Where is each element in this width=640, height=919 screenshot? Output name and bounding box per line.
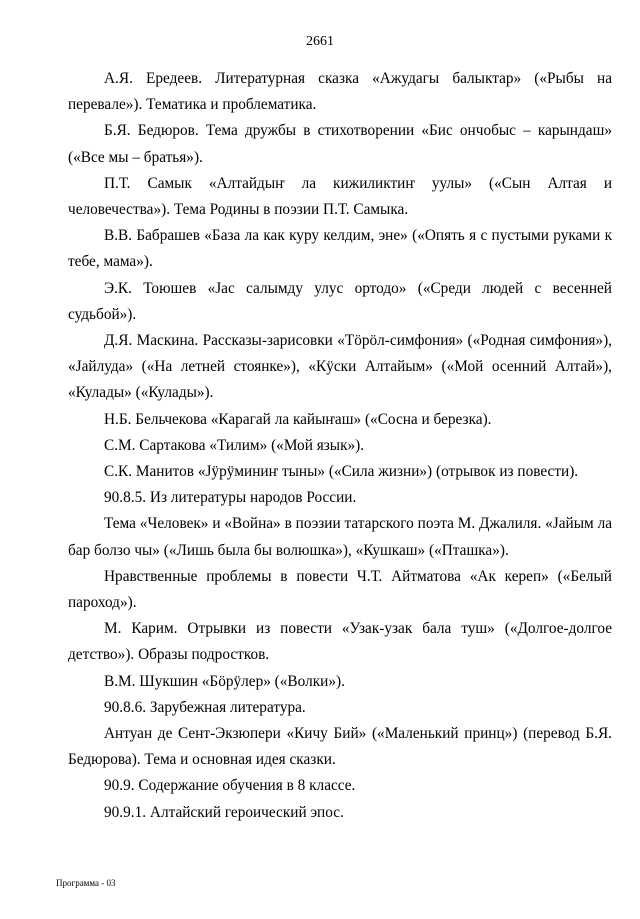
paragraph-eredeev: А.Я. Ередеев. Литературная сказка «Ажудагы балыктар» («Рыбы на перевале»). Тематика и проблематика. bbox=[68, 70, 612, 114]
section-heading-90-9: 90.9. Содержание обучения в 8 классе. bbox=[104, 777, 356, 795]
paragraph-dzhalil: Тема «Человек» и «Война» в поэзии татарского поэта М. Джалиля. «Јайым ла бар болзо чы» («Лишь была бы волюшка»), «Кушкаш» («Пташка»). bbox=[68, 515, 612, 559]
paragraph-sartakova: С.М. Сартакова «Тилим» («Мой язык»). bbox=[104, 436, 365, 454]
paragraph-samyk: П.Т. Самык «Алтайдыҥ ла кижиликтиҥ уулы» («Сын Алтая и человечества»). Тема Родины в поэзии П.Т. Самыка. bbox=[68, 174, 612, 219]
section-heading-90-8-5: 90.8.5. Из литературы народов России. bbox=[104, 489, 357, 507]
page-footer: Программа - 03 bbox=[56, 878, 116, 888]
document-body bbox=[68, 66, 612, 826]
paragraph-maskina: Д.Я. Маскина. Рассказы-зарисовки «Тӧрӧл-симфония» («Родная симфония»), «Јайлуда» («На летней стоянке»), «Кÿски Алтайым» («Мой осенний Алтай»), «Кулады» («Кулады»). bbox=[68, 332, 612, 402]
paragraph-aitmatov: Нравственные проблемы в повести Ч.Т. Айтматова «Ак кереп» («Белый пароход»). bbox=[68, 567, 612, 612]
section-heading-90-8-6: 90.8.6. Зарубежная литература. bbox=[104, 698, 306, 716]
paragraph-karim: М. Карим. Отрывки из повести «Узак-узак бала туш» («Долгое-долгое детство»). Образы подростков. bbox=[68, 620, 612, 664]
paragraph-saint-exupery: Антуан де Сент-Экзюпери «Кичу Бий» («Маленький принц») (перевод Б.Я. Бедюрова). Тема и основная идея сказки. bbox=[68, 725, 612, 769]
page-number: 2661 bbox=[306, 34, 334, 49]
paragraph-belchekova: Н.Б. Бельчекова «Карагай ла кайыҥаш» («Сосна и березка). bbox=[104, 410, 492, 428]
section-heading-90-9-1: 90.9.1. Алтайский героический эпос. bbox=[104, 803, 344, 821]
paragraph-shukshin: В.М. Шукшин «Бӧрӱлер» («Волки»). bbox=[104, 672, 345, 690]
paragraph-babrashev: В.В. Бабрашев «База ла как куру келдим, эне» («Опять я с пустыми руками к тебе, мама»). bbox=[68, 227, 612, 271]
paragraph-toyushev: Э.К. Тоюшев «Јас салымду улус ортодо» («Среди людей с весенней судьбой»). bbox=[68, 279, 612, 323]
paragraph-manitov: С.К. Манитов «Јӱрӱминиҥ тыны» («Сила жизни») (отрывок из повести). bbox=[104, 463, 579, 481]
paragraph-bedyurov: Б.Я. Бедюров. Тема дружбы в стихотворении «Бис ончобыс – карындаш» («Все мы – братья»). bbox=[68, 122, 612, 166]
